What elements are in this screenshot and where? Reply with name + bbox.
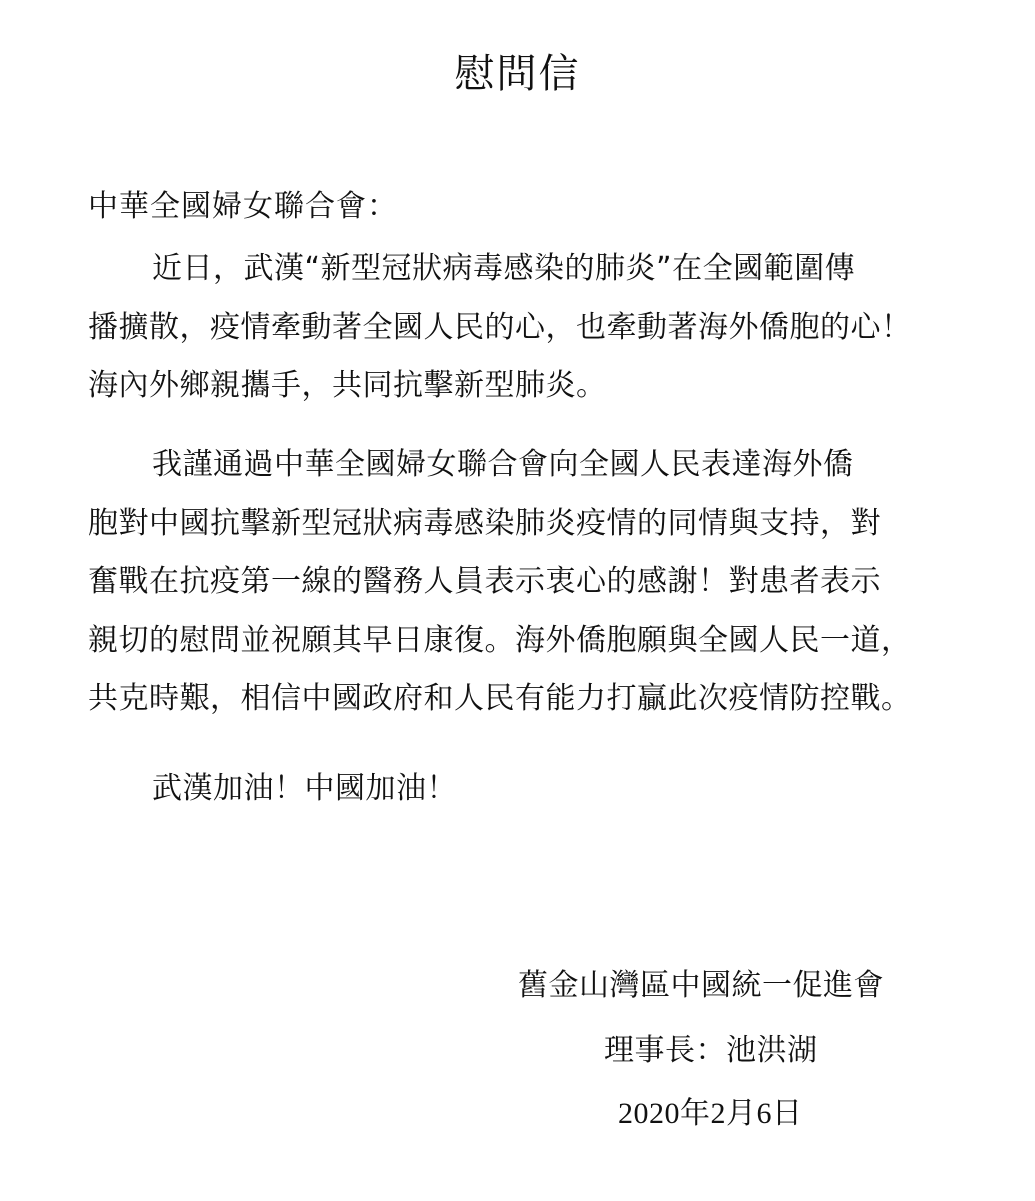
paragraph-line: 武漢加油！中國加油！ xyxy=(152,771,457,806)
paragraph-1 xyxy=(88,240,968,416)
paragraph-line: 播擴散，疫情牽動著全國人民的心，也牽動著海外僑胞的心！ xyxy=(88,309,912,345)
paragraph-line: 共克時艱，相信中國政府和人民有能力打贏此次疫情防控戰。 xyxy=(88,681,912,716)
paragraph-line: 胞對中國抗擊新型冠狀病毒感染肺炎疫情的同情與支持，對 xyxy=(88,505,881,541)
signature-chairman: 理事長：池洪湖 xyxy=(604,1033,818,1068)
letter-salutation: 中華全國婦女聯合會： xyxy=(88,189,398,224)
letter-title: 慰問信 xyxy=(454,51,581,97)
signature-date: 2020年2月6日 xyxy=(618,1097,803,1130)
paragraph-line: 我謹通過中華全國婦女聯合會向全國人民表達海外僑 xyxy=(152,447,854,482)
paragraph-2 xyxy=(88,436,968,729)
paragraph-line: 親切的慰問並祝願其早日康復。海外僑胞願與全國人民一道， xyxy=(88,622,912,658)
signature-organization: 舊金山灣區中國統一促進會 xyxy=(518,968,884,1003)
paragraph-3 xyxy=(88,760,968,819)
paragraph-line: 奮戰在抗疫第一線的醫務人員表示衷心的感謝！對患者表示 xyxy=(88,564,881,599)
paragraph-line: 近日，武漢“新型冠狀病毒感染的肺炎”在全國範圍傳 xyxy=(152,251,856,286)
paragraph-line: 海內外鄉親攜手，共同抗擊新型肺炎。 xyxy=(88,368,607,403)
